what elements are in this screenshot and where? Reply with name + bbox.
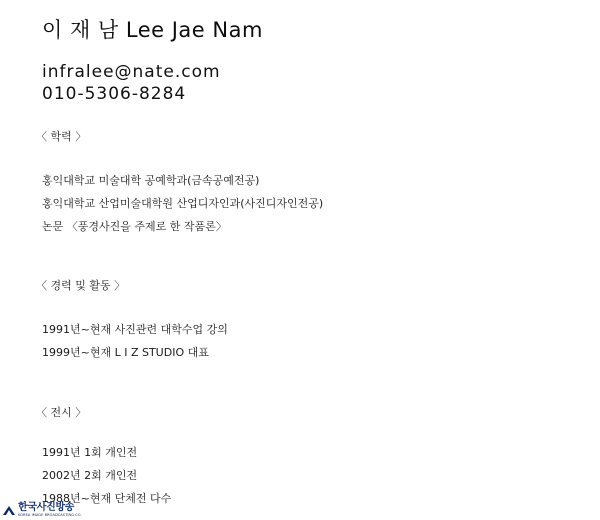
watermark-english: KOREA IMAGE BROADCASTING CO. bbox=[18, 513, 82, 517]
phone-text: 010-5306-8284 bbox=[42, 84, 187, 104]
career-item: 1991년~현재 사진관련 대학수업 강의 bbox=[42, 323, 228, 336]
education-heading: 〈 학력 〉 bbox=[36, 130, 87, 143]
profile-name: 이 재 남 Lee Jae Nam bbox=[42, 18, 263, 42]
education-item: 홍익대학교 산업미술대학원 산업디자인과(사진디자인전공) bbox=[42, 197, 324, 210]
education-item: 논문 〈풍경사진을 주제로 한 작품론〉 bbox=[42, 220, 227, 233]
exhibition-item: 1991년 1회 개인전 bbox=[42, 446, 138, 459]
watermark-korean: 한국사진방송 bbox=[18, 502, 75, 513]
exhibitions-heading: 〈 전시 〉 bbox=[36, 406, 87, 419]
career-item: 1999년~현재 L I Z STUDIO 대표 bbox=[42, 346, 209, 359]
education-item: 홍익대학교 미술대학 공예학과(금속공예전공) bbox=[42, 174, 260, 187]
exhibition-item: 1988년~현재 단체전 다수 bbox=[42, 492, 172, 505]
broadcast-logo-icon bbox=[2, 504, 16, 517]
watermark-logo bbox=[2, 503, 82, 518]
exhibition-item: 2002년 2회 개인전 bbox=[42, 469, 138, 482]
career-heading: 〈 경력 및 활동 〉 bbox=[36, 279, 126, 292]
email-text: infralee@nate.com bbox=[42, 62, 221, 82]
